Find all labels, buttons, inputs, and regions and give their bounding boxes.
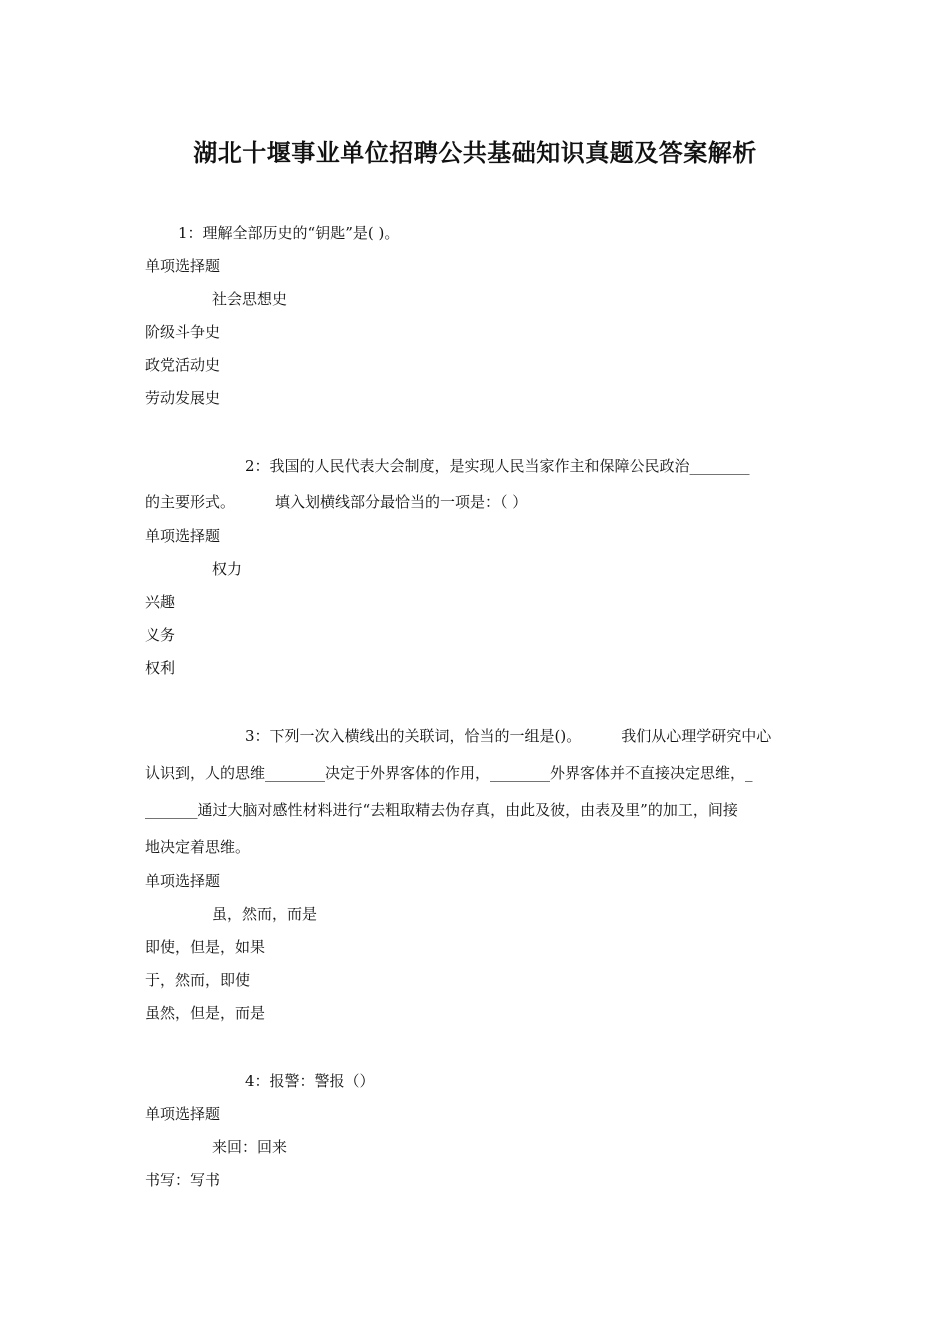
question-4-option-b: 书写：写书 <box>145 1171 221 1189</box>
question-4-option-a: 来回：回来 <box>212 1138 288 1156</box>
question-2-option-a: 权力 <box>212 560 243 578</box>
question-1-option-b: 阶级斗争史 <box>145 323 221 341</box>
question-2-option-c: 义务 <box>145 626 176 644</box>
question-3-stem-line2: 认识到，人的思维________决定于外界客体的作用，________外界客体并不直接决定思维，_ <box>145 764 753 782</box>
question-3-stem-line1b: 我们从心理学研究中心 <box>621 727 772 745</box>
question-3-type: 单项选择题 <box>145 872 221 890</box>
question-3-option-c: 于，然而，即使 <box>145 971 251 989</box>
question-2-type: 单项选择题 <box>145 527 221 545</box>
question-3-stem-line3: _______通过大脑对感性材料进行“去粗取精去伪存真，由此及彼，由表及里”的加工，间接 <box>145 801 738 819</box>
question-3-stem-line1a: 3：下列一次入横线出的关联词，恰当的一组是()。 <box>245 727 582 745</box>
question-3-stem-line1 <box>245 726 771 746</box>
question-2-stem-line2b: 填入划横线部分最恰当的一项是：（ ） <box>275 493 528 511</box>
question-4-type: 单项选择题 <box>145 1105 221 1123</box>
question-1-option-a: 社会思想史 <box>212 290 288 308</box>
question-3-option-b: 即使，但是，如果 <box>145 938 266 956</box>
question-1-type: 单项选择题 <box>145 257 221 275</box>
question-2-stem-line2a: 的主要形式。 <box>145 493 236 511</box>
question-3-stem-line4: 地决定着思维。 <box>145 838 251 856</box>
question-2-stem-line1: 2：我国的人民代表大会制度，是实现人民当家作主和保障公民政治________ <box>245 457 750 475</box>
question-2-option-d: 权利 <box>145 659 176 677</box>
question-3-option-d: 虽然，但是，而是 <box>145 1004 266 1022</box>
document-title: 湖北十堰事业单位招聘公共基础知识真题及答案解析 <box>193 138 757 167</box>
question-3-option-a: 虽，然而，而是 <box>212 905 318 923</box>
question-4-stem: 4：报警：警报（） <box>245 1072 375 1090</box>
question-1-option-d: 劳动发展史 <box>145 389 221 407</box>
question-1-option-c: 政党活动史 <box>145 356 221 374</box>
question-1-stem: 1：理解全部历史的“钥匙”是( )。 <box>178 224 400 242</box>
question-2-stem-line2 <box>145 492 527 512</box>
question-2-option-b: 兴趣 <box>145 593 176 611</box>
